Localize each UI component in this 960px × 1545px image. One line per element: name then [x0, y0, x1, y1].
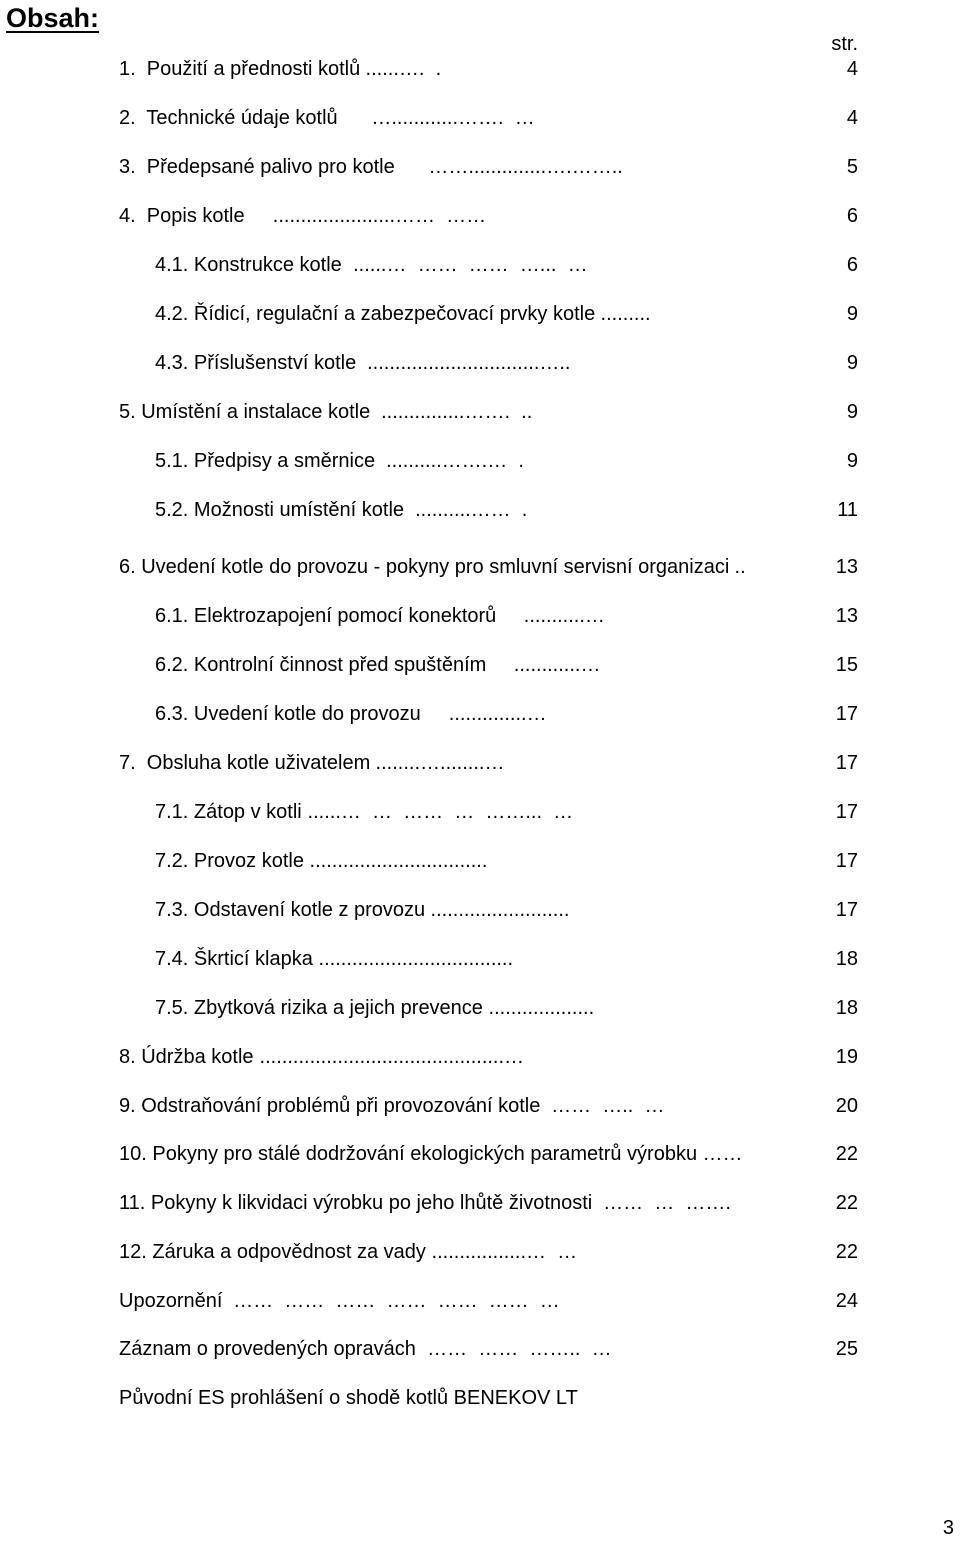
toc-entry-leader: ...........…	[496, 605, 605, 627]
toc-entry-leader: ..........…….… .	[375, 450, 524, 472]
toc-entry[interactable]	[0, 603, 960, 629]
toc-entry-page: 17	[835, 752, 858, 774]
toc-entry-title: 6.2. Kontrolní činnost před spuštěním	[155, 654, 487, 676]
toc-entry-title: 6.1. Elektrozapojení pomocí konektorů	[155, 605, 497, 627]
toc-entry-page: 6	[846, 254, 858, 276]
toc-entry[interactable]	[0, 301, 960, 327]
page-number: 3	[942, 1517, 954, 1539]
toc-entry-title: 5.2. Možnosti umístění kotle	[155, 499, 405, 521]
toc-entry[interactable]	[0, 203, 960, 229]
toc-entry-page: 4	[846, 58, 858, 80]
toc-entry-title: 11. Pokyny k likvidaci výrobku po jeho lhůtě životnosti	[119, 1192, 593, 1214]
toc-entry-title: 4.2. Řídicí, regulační a zabezpečovací prvky kotle	[155, 303, 596, 325]
toc-entry[interactable]	[0, 1239, 960, 1265]
toc-entry-page: 22	[835, 1192, 858, 1214]
toc-entry[interactable]	[0, 995, 960, 1021]
toc-entry-leader: ...............................…..	[356, 352, 571, 374]
toc-entry-page: 22	[835, 1143, 858, 1165]
toc-entry-leader: .........	[595, 303, 651, 325]
toc-entry-page: 13	[835, 605, 858, 627]
toc-entry-leader: ............…	[486, 654, 601, 676]
toc-entry[interactable]	[0, 497, 960, 523]
toc-entry[interactable]	[0, 56, 960, 82]
toc-entry-page: 17	[835, 850, 858, 872]
toc-entry-title: Záznam o provedených opravách	[119, 1338, 416, 1360]
toc-entry-title: 4.1. Konstrukce kotle	[155, 254, 342, 276]
toc-entry-page: 17	[835, 703, 858, 725]
toc-entry[interactable]	[0, 799, 960, 825]
toc-entry-title: 1. Použití a přednosti kotlů	[119, 58, 361, 80]
toc-entry-leader: .................… …	[426, 1241, 578, 1263]
toc-entry-page: 24	[835, 1290, 858, 1312]
toc-entry-leader: ............................................…	[254, 1046, 525, 1068]
toc-entry-title: 9. Odstraňování problémů při provozování kotle	[119, 1095, 541, 1117]
toc-entry-page: 9	[846, 352, 858, 374]
toc-entry[interactable]	[0, 897, 960, 923]
toc-entry-title: 8. Údržba kotle	[119, 1046, 254, 1068]
toc-entry[interactable]	[0, 848, 960, 874]
toc-entry[interactable]	[0, 701, 960, 727]
toc-entry[interactable]	[0, 105, 960, 131]
toc-entry-page: 18	[835, 997, 858, 1019]
page-column-label: str.	[831, 33, 858, 55]
toc-entry[interactable]	[0, 1093, 960, 1119]
toc-entry[interactable]	[0, 154, 960, 180]
toc-entry-leader: ......…. .	[360, 58, 442, 80]
toc-entry-title: 7.1. Zátop v kotli	[155, 801, 302, 823]
toc-entry[interactable]	[0, 399, 960, 425]
toc-entry[interactable]	[0, 946, 960, 972]
toc-entry-leader: ...............……. ..	[370, 401, 533, 423]
toc-entry-leader: …… …… …… …… …… …… …	[222, 1290, 560, 1312]
toc-entry-title: 2. Technické údaje kotlů	[119, 107, 338, 129]
toc-entry-leader: ...................	[483, 997, 595, 1019]
toc-entry-leader: ..............…	[421, 703, 547, 725]
toc-entry-leader: ......… … …… … ……... …	[302, 801, 574, 823]
toc-entry[interactable]	[0, 1141, 960, 1167]
toc-entry-page: 22	[835, 1241, 858, 1263]
toc-entry-title: Původní ES prohlášení o shodě kotlů BENEKOV LT	[119, 1387, 578, 1409]
toc-entry[interactable]	[0, 350, 960, 376]
toc-entry-leader: ……	[697, 1143, 743, 1165]
toc-entry-page: 4	[846, 107, 858, 129]
toc-entry-page: 9	[846, 450, 858, 472]
toc-entry-leader: …............……. …	[338, 107, 535, 129]
toc-entry-page: 13	[835, 556, 858, 578]
toc-heading: Obsah:	[6, 3, 100, 33]
toc-entry-leader: …… …… …….. …	[416, 1338, 612, 1360]
toc-entry-leader: ................................	[304, 850, 488, 872]
toc-entry-title: 7.3. Odstavení kotle z provozu	[155, 899, 426, 921]
toc-entry-page: 9	[846, 303, 858, 325]
toc-entry-leader: …… … …….	[592, 1192, 731, 1214]
toc-entry-title: 7. Obsluha kotle uživatelem	[119, 752, 371, 774]
toc-entry[interactable]	[0, 652, 960, 678]
toc-entry-title: 6.3. Uvedení kotle do provozu	[155, 703, 421, 725]
toc-entry-title: 5. Umístění a instalace kotle	[119, 401, 371, 423]
toc-entry-leader: ……..............….……..	[395, 156, 623, 178]
toc-entry-leader: …… ….. …	[540, 1095, 665, 1117]
toc-entry[interactable]	[0, 1288, 960, 1314]
toc-entry[interactable]	[0, 1385, 960, 1411]
toc-entry-title: 6. Uvedení kotle do provozu - pokyny pro smluvní servisní organizaci	[119, 556, 730, 578]
toc-entry-page: 18	[835, 948, 858, 970]
toc-entry[interactable]	[0, 750, 960, 776]
toc-entry[interactable]	[0, 1190, 960, 1216]
toc-entry-title: 4. Popis kotle	[119, 205, 245, 227]
toc-entry-page: 11	[837, 499, 858, 521]
toc-entry-page: 9	[846, 401, 858, 423]
toc-entry[interactable]	[0, 252, 960, 278]
toc-entry[interactable]	[0, 448, 960, 474]
toc-entry-leader: ......................…… ……	[245, 205, 487, 227]
toc-entry-title: 10. Pokyny pro stálé dodržování ekologických parametrů výrobku	[119, 1143, 698, 1165]
toc-entry-leader: ...................................	[313, 948, 514, 970]
toc-entry-page: 17	[835, 899, 858, 921]
toc-entry-page: 25	[835, 1338, 858, 1360]
toc-entry-leader: .........................	[425, 899, 570, 921]
toc-entry-page: 20	[835, 1095, 858, 1117]
toc-entry-title: 7.2. Provoz kotle	[155, 850, 304, 872]
toc-entry-title: 4.3. Příslušenství kotle	[155, 352, 357, 374]
toc-entry-title: 5.1. Předpisy a směrnice	[155, 450, 376, 472]
toc-entry-title: Upozornění	[119, 1290, 223, 1312]
toc-entry[interactable]	[0, 554, 960, 580]
toc-entry-title: 3. Předepsané palivo pro kotle	[119, 156, 395, 178]
toc-entry-title: 7.4. Škrticí klapka	[155, 948, 313, 970]
toc-entry-page: 17	[835, 801, 858, 823]
toc-entry-page: 6	[846, 205, 858, 227]
toc-entry-page: 19	[835, 1046, 858, 1068]
toc-entry[interactable]	[0, 1336, 960, 1362]
toc-entry-leader: ..........…… .	[404, 499, 528, 521]
toc-entry-title: 12. Záruka a odpovědnost za vady	[119, 1241, 426, 1263]
toc-entry-title: 7.5. Zbytková rizika a jejich prevence	[155, 997, 483, 1019]
toc-entry-page: 15	[835, 654, 858, 676]
toc-entry-leader: ......… …… …… …... …	[342, 254, 588, 276]
toc-entry[interactable]	[0, 1044, 960, 1070]
toc-entry-leader: ..	[729, 556, 746, 578]
toc-entry-page: 5	[846, 156, 858, 178]
toc-entry-leader: ........…........…	[370, 752, 505, 774]
